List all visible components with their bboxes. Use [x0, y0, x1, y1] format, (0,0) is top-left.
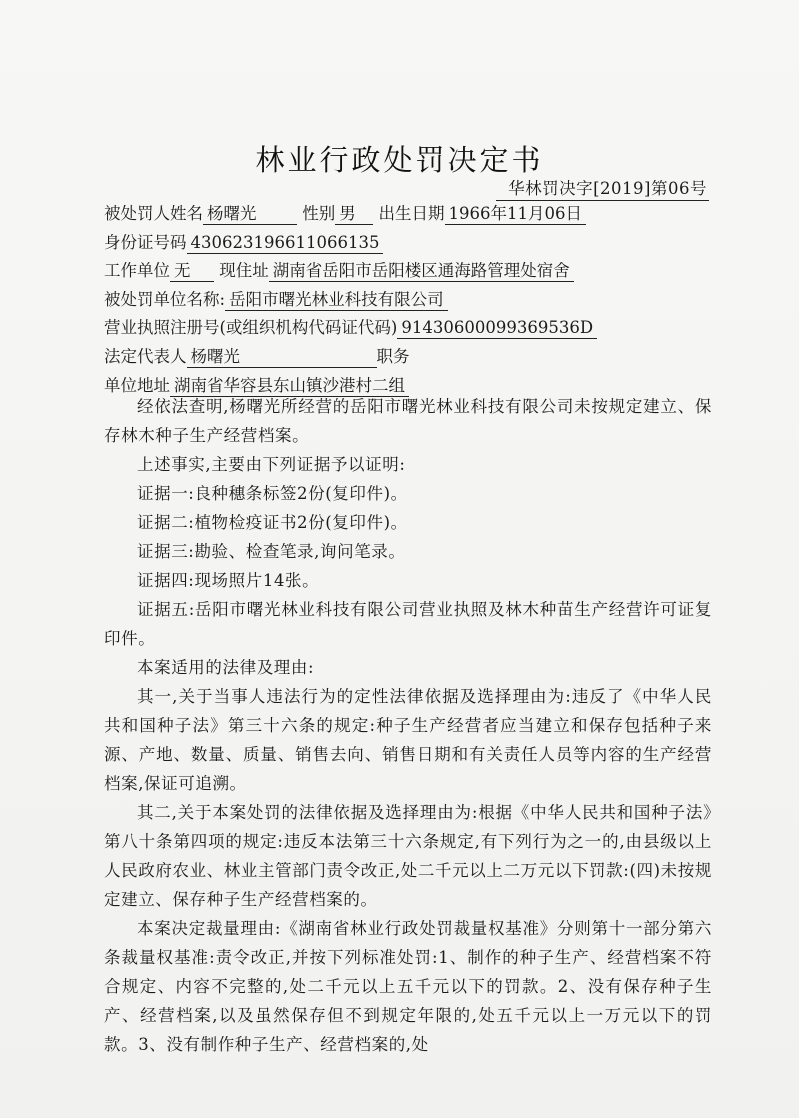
document-number-value: 华林罚决字[2019]第06号 — [496, 178, 709, 201]
document-number — [496, 178, 709, 201]
license-value: 91430600099369536D — [397, 317, 597, 339]
info-row-unit — [104, 286, 724, 315]
address-value: 湖南省岳阳市岳阳楼区通海路管理处宿舍 — [269, 260, 574, 282]
unit-label: 被处罚单位名称: — [104, 289, 226, 309]
info-row-employer — [104, 257, 724, 286]
gender-value: 男 — [335, 203, 373, 225]
decision-body — [104, 392, 712, 1059]
id-value: 430623196611066135 — [187, 232, 384, 254]
info-row-person — [104, 200, 724, 229]
unit-address-value: 湖南省华容县东山镇沙港村二组 — [170, 375, 409, 397]
paragraph-evidence-1: 证据一:良种穗条标签2份(复印件)。 — [137, 484, 408, 503]
name-value: 杨曙光 — [203, 203, 297, 225]
paragraph-law-2: 其二,关于本案处罚的法律依据及选择理由为:根据《中华人民共和国种子法》第八十条第四项的规定:违反本法第三十六条规定,有下列行为之一的,由县级以上人民政府农业、林业主管部门责令改正,处二千元以上二万元以下罚款:(四)未按规定建立、保存种子生产经营档案的。 — [104, 803, 712, 909]
employer-label: 工作单位 — [104, 261, 170, 281]
paragraph-evidence-2: 证据二:植物检疫证书2份(复印件)。 — [137, 513, 408, 532]
paragraph-evidence-intro: 上述事实,主要由下列证据予以证明: — [137, 455, 406, 474]
gender-label: 性别 — [302, 204, 336, 223]
paragraph-facts: 经依法查明,杨曙光所经营的岳阳市曙光林业科技有限公司未按规定建立、保存林木种子生产经营档案。 — [104, 397, 712, 445]
name-label: 被处罚人姓名 — [104, 204, 203, 223]
license-label: 营业执照注册号(或组织机构代码证代码) — [104, 318, 398, 338]
info-row-legal-rep — [104, 343, 724, 372]
party-info — [104, 200, 724, 400]
paragraph-evidence-3: 证据三:勘验、检查笔录,询问笔录。 — [137, 542, 406, 561]
paragraph-discretion: 本案决定裁量理由:《湖南省林业行政处罚裁量权基准》分则第十一部分第六条裁量权基准:责令改正,并按下列标准处罚:1、制作的种子生产、经营档案不符合规定、内容不完整的,处二千元以上五千元以下的罚款。2、没有保存种子生产、经营档案,以及虽然保存但不到规定年限的,处五千元以上一万元以下的罚款。3、没有制作种子生产、经营档案的,处 — [104, 919, 712, 1054]
legal-rep-value: 杨曙光 — [187, 346, 377, 368]
unit-address-label: 单位地址 — [104, 375, 170, 395]
position-label: 职务 — [376, 346, 410, 366]
legal-rep-label: 法定代表人 — [104, 346, 187, 366]
paragraph-evidence-5: 证据五:岳阳市曙光林业科技有限公司营业执照及林木种苗生产经营许可证复印件。 — [104, 600, 712, 648]
paragraph-law-1: 其一,关于当事人违法行为的定性法律依据及选择理由为:违反了《中华人民共和国种子法》第三十六条的规定:种子生产经营者应当建立和保存包括种子来源、产地、数量、质量、销售去向、销售日期和有关责任人员等内容的生产经营档案,保证可追溯。 — [104, 687, 712, 793]
info-row-license — [104, 314, 724, 343]
employer-value: 无 — [170, 260, 214, 282]
id-label: 身份证号码 — [104, 232, 187, 252]
birth-label: 出生日期 — [378, 204, 445, 223]
paragraph-law-intro: 本案适用的法律及理由: — [137, 658, 315, 677]
birth-value: 1966年11月06日 — [445, 203, 586, 225]
address-label: 现住址 — [219, 261, 269, 281]
document-title: 林业行政处罚决定书 — [255, 143, 544, 177]
info-row-id — [104, 229, 724, 258]
unit-value: 岳阳市曙光林业科技有限公司 — [225, 289, 448, 311]
paragraph-evidence-4: 证据四:现场照片14张。 — [137, 571, 320, 590]
